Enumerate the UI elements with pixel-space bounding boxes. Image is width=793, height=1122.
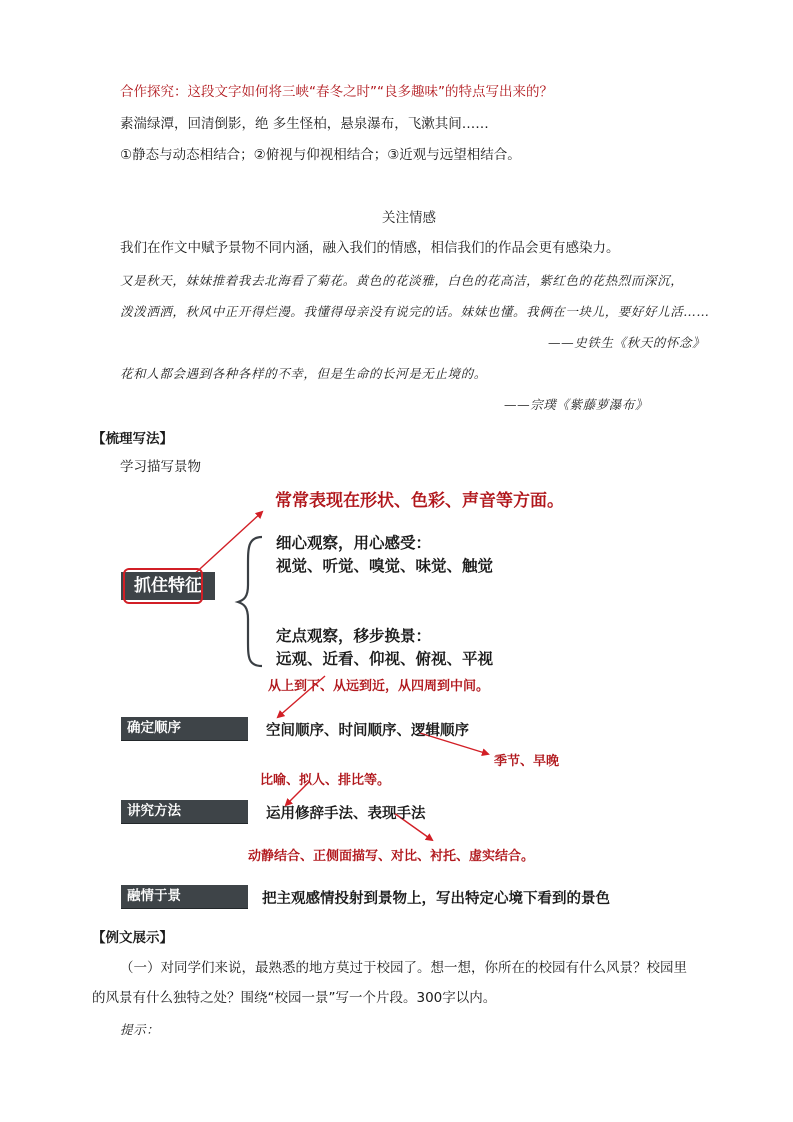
box-grasp-features: 抓住特征: [121, 572, 215, 600]
task-line1: （一）对同学们来说，最熟悉的地方莫过于校园了。想一想，你所在的校园有什么风景？校园里: [120, 960, 687, 976]
box-determine-order: 确定顺序: [121, 717, 248, 740]
quote1-line2: 泼泼洒洒，秋风中正开得烂漫。我懂得母亲没有说完的话。妹妹也懂。我俩在一块儿，要好好儿活……: [120, 304, 710, 319]
box-method: 讲究方法: [121, 800, 248, 823]
quote1-line1: 又是秋天，妹妹推着我去北海看了菊花。黄色的花淡雅，白色的花高洁，紫红色的花热烈而深沉，: [120, 273, 684, 288]
highlight-ring: [123, 568, 203, 604]
box-emotion-scene: 融情于景: [121, 885, 248, 908]
emotion-text: 把主观感情投射到景物上，写出特定心境下看到的景色: [262, 891, 610, 907]
quote2: 花和人都会遇到各种各样的不幸，但是生命的长河是无止境的。: [120, 366, 487, 381]
task-line2: 的风景有什么独特之处？围绕“校园一景”写一个片段。300字以内。: [92, 990, 497, 1006]
branch2-title: 定点观察，移步换景：: [276, 627, 432, 645]
cooperative-question: 合作探究：这段文字如何将三峡“春冬之时”“良多趣味”的特点写出来的？: [120, 84, 553, 100]
annotation-order: 从上到下、从远到近，从四周到中间。: [268, 679, 490, 694]
diagram-top-note: 常常表现在形状、色彩、声音等方面。: [275, 491, 564, 511]
curly-brace: [238, 537, 262, 666]
quote1-source: ——史铁生《秋天的怀念》: [548, 335, 706, 350]
order-text: 空间顺序、时间顺序、逻辑顺序: [266, 723, 469, 739]
annotation-expression: 动静结合、正侧面描写、对比、衬托、虚实结合。: [248, 849, 535, 864]
quote2-source: ——宗璞《紫藤萝瀑布》: [504, 397, 649, 412]
section-heading-example: 【例文展示】: [92, 930, 173, 946]
quote-three-gorges: 素湍绿潭，回清倒影，绝 多生怪柏，悬泉瀑布，飞漱其间……: [120, 116, 489, 132]
branch2-items: 远观、近看、仰视、俯视、平视: [276, 650, 494, 668]
annotation-season: 季节、早晚: [494, 754, 560, 769]
section-subheading: 学习描写景物: [120, 459, 201, 475]
arrow-to-top-note: [190, 512, 262, 578]
emotion-lead: 我们在作文中赋予景物不同内涵，融入我们的情感，相信我们的作品会更有感染力。: [120, 240, 620, 256]
section-heading-method: 【梳理写法】: [92, 431, 173, 447]
branch1-title: 细心观察，用心感受：: [276, 534, 432, 552]
method-text: 运用修辞手法、表现手法: [266, 806, 426, 822]
section-title-emotion: 关注情感: [382, 210, 436, 226]
annotation-rhetoric: 比喻、拟人、排比等。: [260, 773, 391, 788]
branch1-items: 视觉、听觉、嗅觉、味觉、触觉: [276, 557, 494, 575]
hint-label: 提示：: [120, 1022, 160, 1037]
technique-summary: ①静态与动态相结合；②俯视与仰视相结合；③近观与远望相结合。: [120, 147, 521, 163]
